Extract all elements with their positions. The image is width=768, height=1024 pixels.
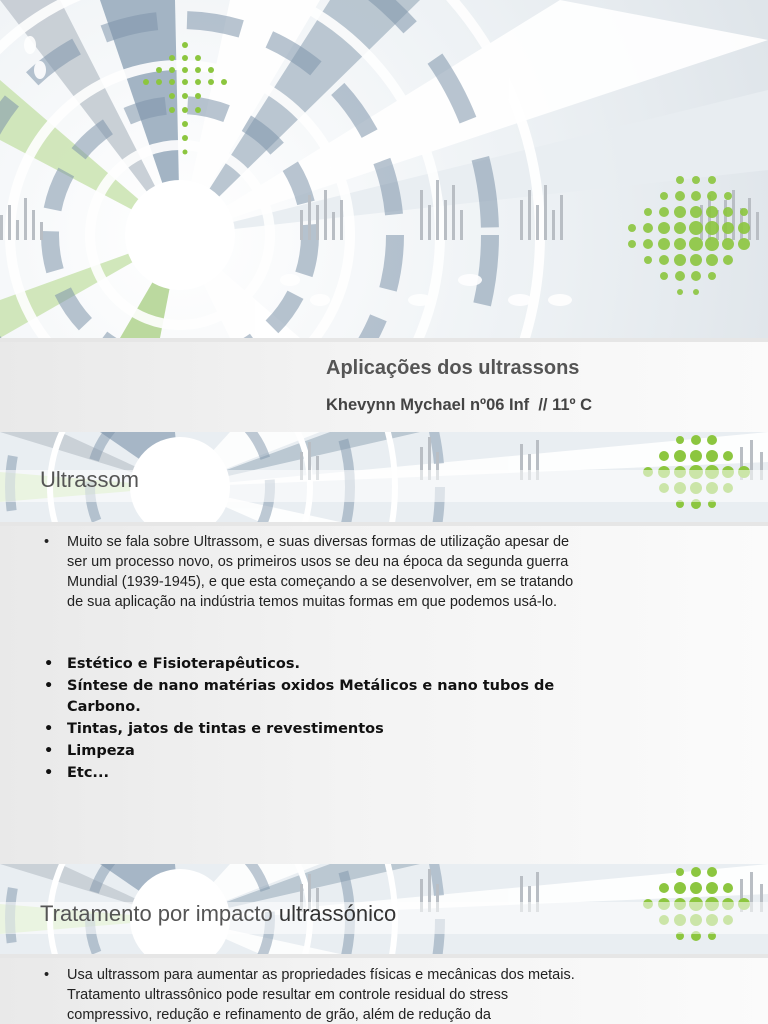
list-item	[44, 654, 584, 675]
slide-1-title: Aplicações dos ultrassons	[326, 357, 580, 379]
bullet-icon: •	[44, 764, 54, 781]
bullet-icon: •	[44, 678, 54, 694]
list-item-text: Síntese de nano matérias oxidos Metálicos e nano tubos de Carbono.	[67, 678, 555, 715]
bullet-icon: •	[44, 742, 54, 759]
slide-1-banner-image	[0, 0, 768, 338]
intro-text: Muito se fala sobre Ultrassom, e suas diversas formas de utilização apesar de ser um processo novo, os primeiros usos se deu na época da segunda guerra Mundial (1939-1945), e que esta começando a se desenvolver, em se tratando de sua aplicação na indústria temos muitas formas em que podemos usá-lo.	[67, 534, 574, 610]
list-item	[44, 719, 584, 740]
list-item	[44, 965, 589, 1024]
bullet-icon: •	[44, 967, 50, 983]
intro-text: Usa ultrassom para aumentar as propriedades físicas e mecânicas dos metais. Tratamento ultrassônico pode resultar em controle residual do stress compressivo, redução e refinamento de grão, além de redução da	[67, 967, 575, 1023]
slide-1-subtitle: Khevynn Mychael nº06 Inf // 11º C	[326, 396, 593, 414]
slide-2-intro-list	[44, 532, 584, 612]
slide-3-intro-list	[44, 965, 589, 1024]
list-item-text: Limpeza	[67, 742, 135, 759]
list-item	[44, 763, 584, 784]
list-item-text: Tintas, jatos de tintas e revestimentos	[67, 720, 384, 737]
list-item	[44, 676, 584, 717]
bullet-icon: •	[44, 534, 50, 550]
slide-2	[0, 432, 768, 864]
slide-2-title: Ultrassom	[40, 467, 140, 492]
slide-3-divider	[0, 954, 768, 958]
slide-1	[0, 0, 768, 432]
list-item	[44, 532, 584, 612]
slide-1-divider	[0, 338, 768, 342]
bullet-icon: •	[44, 656, 54, 672]
list-item-text: Estético e Fisioterapêuticos.	[67, 656, 300, 672]
list-item-text: Etc...	[67, 764, 109, 781]
slide-3-title	[40, 901, 396, 927]
slide-3-title-part2: ultrassónico	[278, 901, 397, 926]
slide-3-title-part1: Tratamento por impacto	[40, 901, 279, 926]
slide-2-applications-list	[44, 654, 584, 785]
slide-3	[0, 864, 768, 1024]
slide-2-divider	[0, 522, 768, 526]
list-item	[44, 741, 584, 762]
bullet-icon: •	[44, 720, 54, 737]
